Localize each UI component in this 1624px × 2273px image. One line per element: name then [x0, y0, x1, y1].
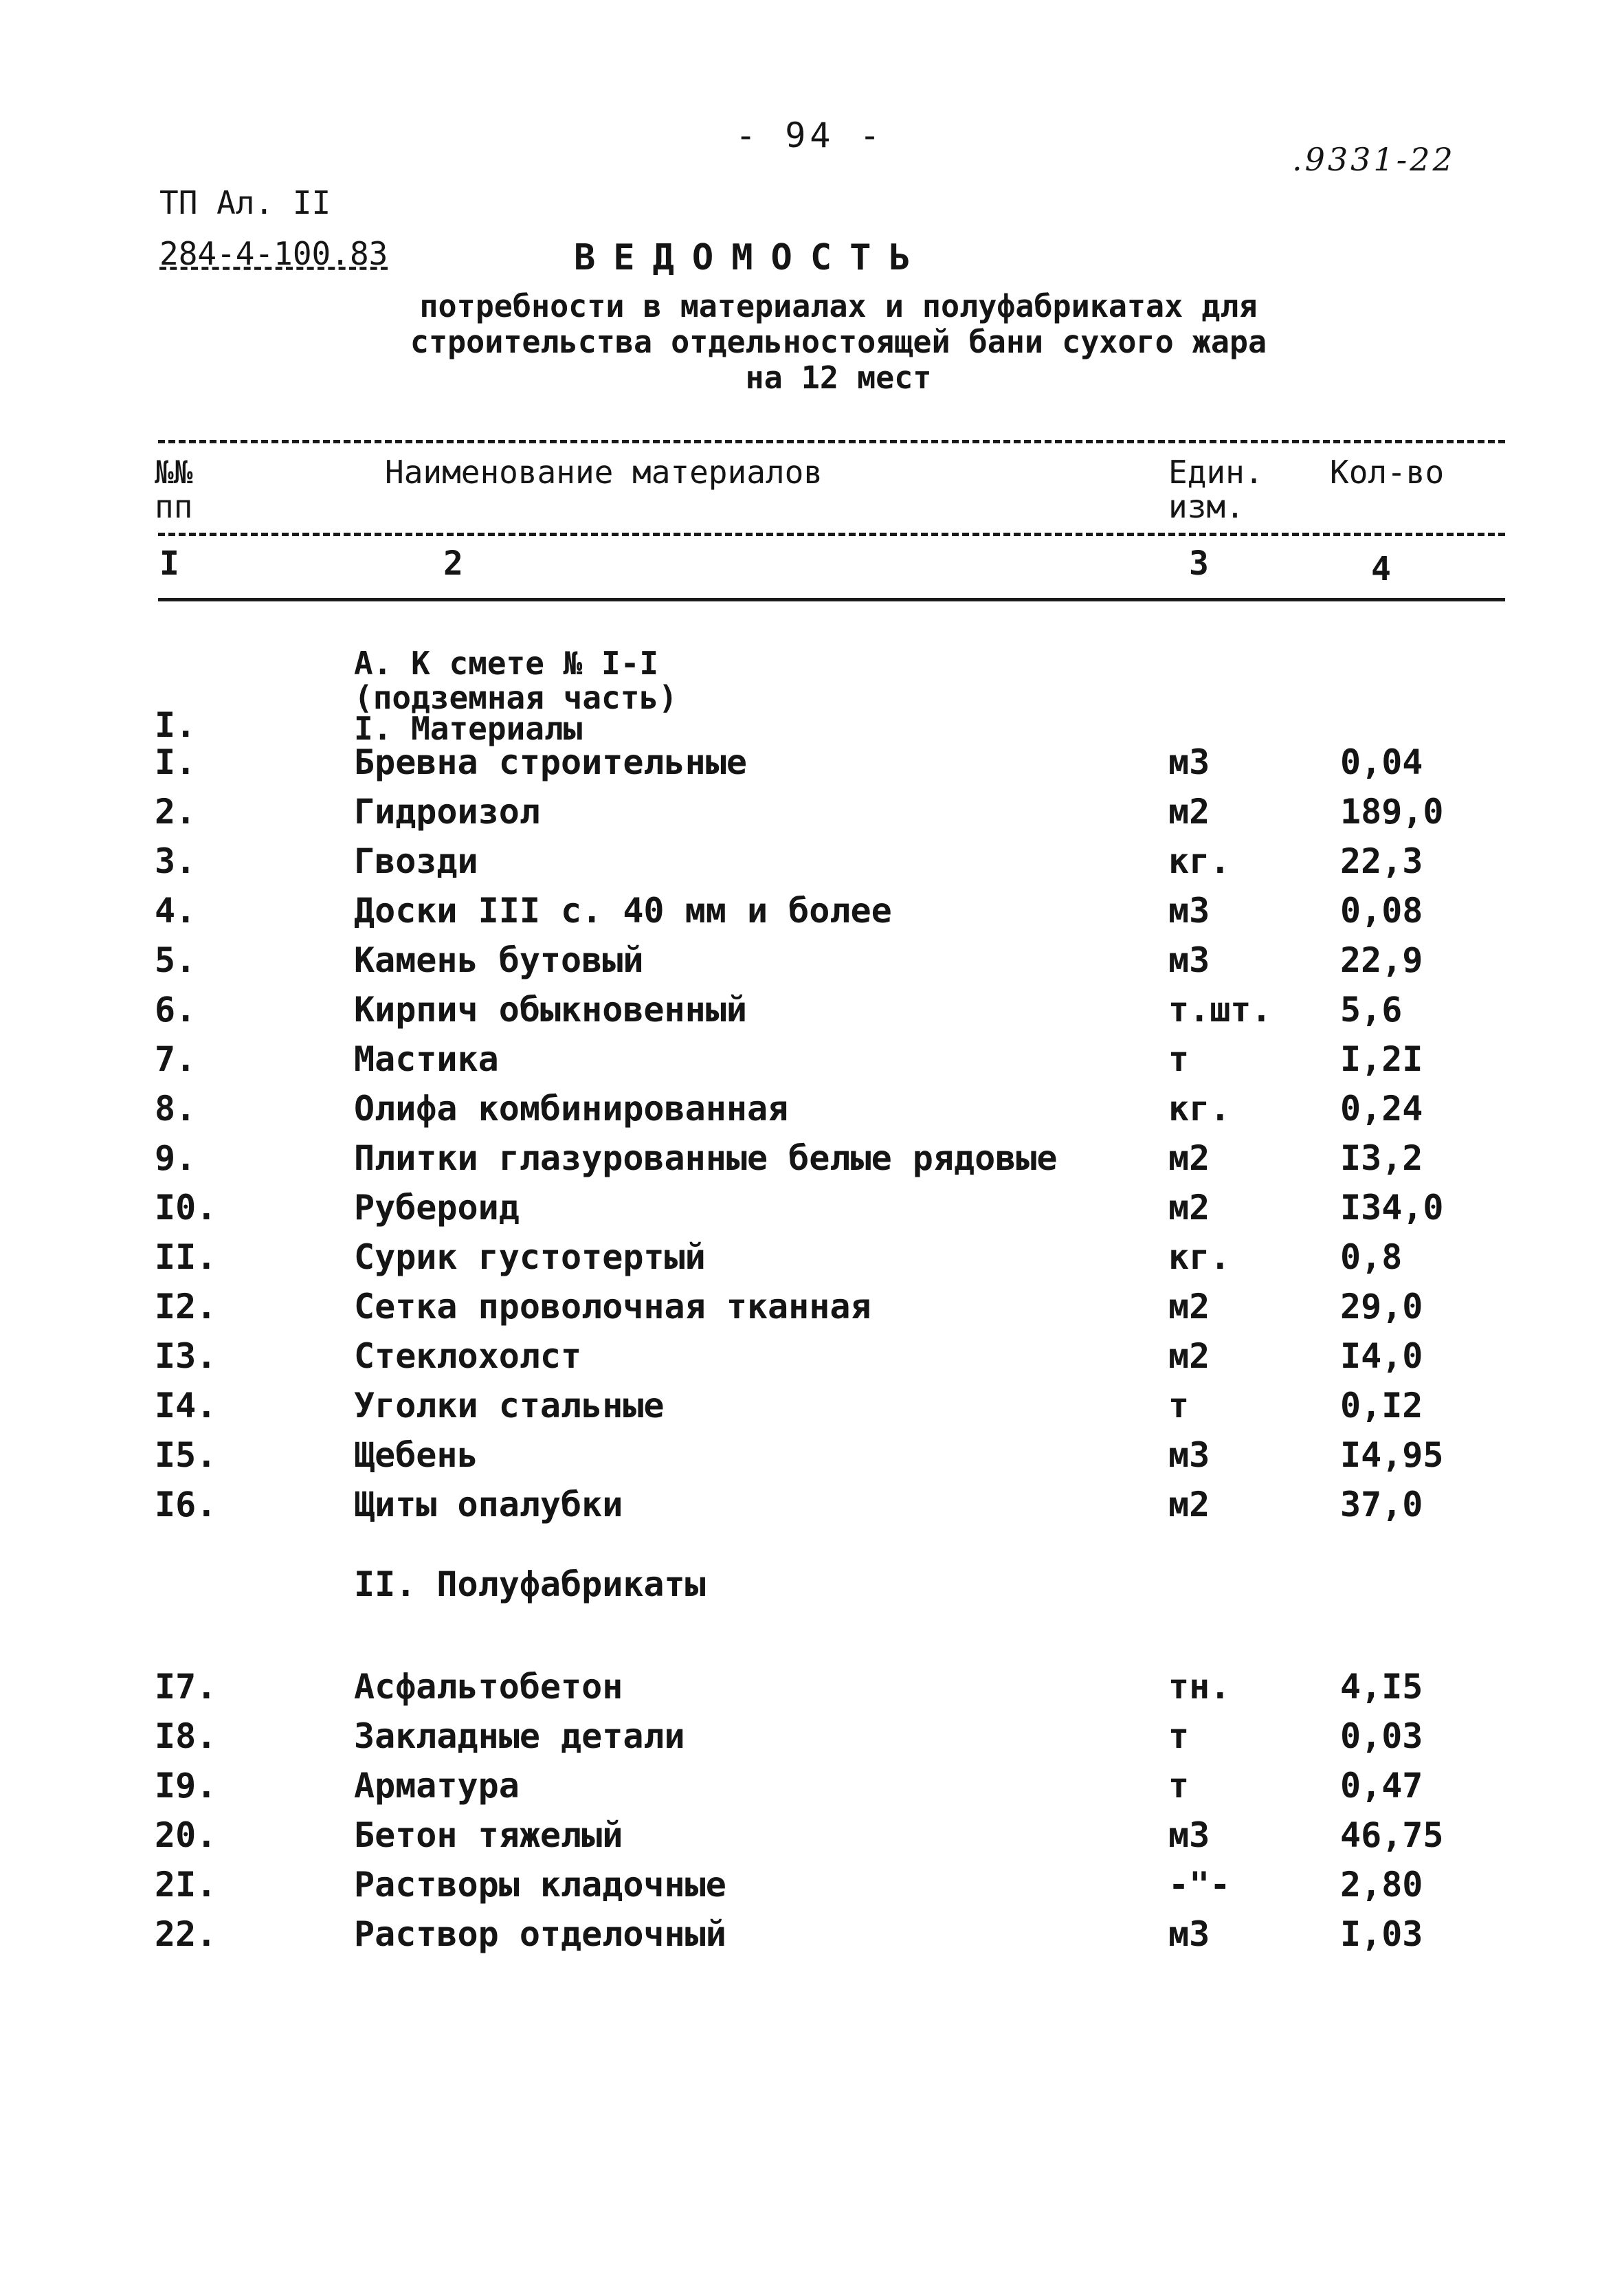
- section-a-line-3: I. Материалы: [354, 710, 583, 747]
- page-number: - 94 -: [735, 115, 885, 155]
- row-num: I5.: [155, 1435, 217, 1475]
- row-name: Гвозди: [354, 841, 478, 881]
- row-qty: 22,9: [1340, 940, 1423, 980]
- row-qty: 0,08: [1340, 891, 1423, 931]
- row-num: I9.: [155, 1766, 217, 1806]
- row-unit: м3: [1168, 940, 1210, 980]
- row-num: 6.: [155, 990, 197, 1030]
- row-unit: кг.: [1168, 841, 1231, 881]
- table-row: [0, 1039, 1624, 1089]
- row-name: Арматура: [354, 1766, 520, 1806]
- table-row: [0, 1485, 1624, 1534]
- row-qty: I,2I: [1340, 1039, 1423, 1079]
- row-name: Доски III с. 40 мм и более: [354, 891, 892, 931]
- row-unit: м2: [1168, 1485, 1210, 1524]
- row-qty: I4,95: [1340, 1435, 1444, 1475]
- row-num: II.: [155, 1237, 217, 1277]
- row-unit: м2: [1168, 1336, 1210, 1376]
- row-qty: 5,6: [1340, 990, 1403, 1030]
- section-b-title: II. Полуфабрикаты: [354, 1564, 706, 1604]
- row-unit: т: [1168, 1386, 1190, 1426]
- header-mid-rule: [158, 533, 1505, 536]
- row-num: I.: [155, 742, 197, 782]
- section-a-line-1: А. К смете № I-I: [354, 645, 659, 682]
- row-num: I3.: [155, 1336, 217, 1376]
- row-name: Рубероид: [354, 1188, 520, 1228]
- row-num: 8.: [155, 1089, 197, 1129]
- row-name: Кирпич обыкновенный: [354, 990, 747, 1030]
- document-subtitle: потребности в материалах и полуфабрикатах для строительства отдельностоящей бани сухого жара на 12 мест: [410, 288, 1267, 396]
- row-num: I4.: [155, 1386, 217, 1426]
- col-number-1: I: [159, 544, 179, 583]
- row-name: Мастика: [354, 1039, 499, 1079]
- row-unit: м2: [1168, 1287, 1210, 1327]
- row-qty: 22,3: [1340, 841, 1423, 881]
- row-unit: м3: [1168, 1914, 1210, 1954]
- row-name: Сурик густотертый: [354, 1237, 706, 1277]
- row-qty: 0,03: [1340, 1716, 1423, 1756]
- table-row: [0, 1336, 1624, 1386]
- row-num: 2.: [155, 792, 197, 832]
- row-unit: кг.: [1168, 1089, 1231, 1129]
- row-num: 20.: [155, 1815, 217, 1855]
- row-name: Бетон тяжелый: [354, 1815, 623, 1855]
- table-row: [0, 1766, 1624, 1815]
- row-qty: 2,80: [1340, 1865, 1423, 1905]
- row-unit: тн.: [1168, 1667, 1231, 1707]
- row-name: Сетка проволочная тканная: [354, 1287, 871, 1327]
- table-row: [0, 1386, 1624, 1435]
- row-num: I0.: [155, 1188, 217, 1228]
- row-num: I7.: [155, 1667, 217, 1707]
- row-unit: т: [1168, 1716, 1190, 1756]
- row-unit: м3: [1168, 1435, 1210, 1475]
- table-row: [0, 1138, 1624, 1188]
- table-row: [0, 940, 1624, 990]
- row-num: 5.: [155, 940, 197, 980]
- header-top-rule: [158, 440, 1505, 443]
- header-bottom-rule: [158, 598, 1505, 601]
- tp-line-2: 284-4-100.83: [159, 235, 388, 272]
- table-row: [0, 841, 1624, 891]
- table-row: [0, 1089, 1624, 1138]
- table-row: [0, 1188, 1624, 1237]
- row-name: Растворы кладочные: [354, 1865, 726, 1905]
- row-qty: 46,75: [1340, 1815, 1444, 1855]
- row-name: Закладные детали: [354, 1716, 685, 1756]
- table-row: [0, 1914, 1624, 1964]
- row-name: Асфальтобетон: [354, 1667, 623, 1707]
- row-unit: м3: [1168, 891, 1210, 931]
- row-name: Щиты опалубки: [354, 1485, 623, 1524]
- col-number-3: 3: [1189, 544, 1209, 583]
- table-row: [0, 1815, 1624, 1865]
- row-unit: м3: [1168, 742, 1210, 782]
- row-unit: -"-: [1168, 1865, 1231, 1905]
- row-name: Уголки стальные: [354, 1386, 665, 1426]
- row-name: Стеклохолст: [354, 1336, 582, 1376]
- row-qty: 37,0: [1340, 1485, 1423, 1524]
- table-row: [0, 1435, 1624, 1485]
- table-row: [0, 891, 1624, 940]
- row-num: 7.: [155, 1039, 197, 1079]
- table-row: [0, 1237, 1624, 1287]
- row-name: Бревна строительные: [354, 742, 747, 782]
- row-qty: 189,0: [1340, 792, 1444, 832]
- row-name: Щебень: [354, 1435, 478, 1475]
- row-name: Плитки глазурованные белые рядовые: [354, 1138, 1058, 1178]
- section-a-num: I.: [155, 705, 197, 745]
- row-name: Олифа комбинированная: [354, 1089, 789, 1129]
- tp-line-1: ТП Ал. II: [159, 184, 331, 221]
- row-unit: м2: [1168, 1138, 1210, 1178]
- row-unit: м2: [1168, 792, 1210, 832]
- table-row: [0, 1667, 1624, 1716]
- row-unit: т: [1168, 1766, 1190, 1806]
- row-unit: кг.: [1168, 1237, 1231, 1277]
- row-qty: 0,47: [1340, 1766, 1423, 1806]
- header-qty: Кол-во: [1330, 454, 1445, 491]
- header-unit: Един. изм.: [1168, 454, 1264, 525]
- row-unit: м3: [1168, 1815, 1210, 1855]
- table-row: [0, 1287, 1624, 1336]
- row-qty: 0,04: [1340, 742, 1423, 782]
- row-num: 4.: [155, 891, 197, 931]
- header-num: №№ пп: [155, 454, 193, 525]
- document-title: ВЕДОМОСТЬ: [574, 237, 928, 278]
- row-qty: 4,I5: [1340, 1667, 1423, 1707]
- header-name: Наименование материалов: [385, 454, 823, 491]
- row-num: 2I.: [155, 1865, 217, 1905]
- row-unit: т.шт.: [1168, 990, 1272, 1030]
- section-a-line-2: (подземная часть): [354, 679, 678, 716]
- row-qty: 0,24: [1340, 1089, 1423, 1129]
- table-row: [0, 742, 1624, 792]
- row-qty: I34,0: [1340, 1188, 1444, 1228]
- row-qty: I4,0: [1340, 1336, 1423, 1376]
- row-name: Гидроизол: [354, 792, 540, 832]
- col-number-2: 2: [443, 544, 463, 583]
- row-num: I8.: [155, 1716, 217, 1756]
- row-unit: т: [1168, 1039, 1190, 1079]
- row-qty: 0,I2: [1340, 1386, 1423, 1426]
- row-qty: 29,0: [1340, 1287, 1423, 1327]
- row-qty: 0,8: [1340, 1237, 1403, 1277]
- col-number-4: 4: [1371, 550, 1391, 588]
- table-row: [0, 1716, 1624, 1766]
- row-num: I6.: [155, 1485, 217, 1524]
- row-num: I2.: [155, 1287, 217, 1327]
- table-row: [0, 792, 1624, 841]
- row-qty: I3,2: [1340, 1138, 1423, 1178]
- table-row: [0, 1865, 1624, 1914]
- row-num: 9.: [155, 1138, 197, 1178]
- row-name: Раствор отделочный: [354, 1914, 726, 1954]
- table-row: [0, 990, 1624, 1039]
- row-unit: м2: [1168, 1188, 1210, 1228]
- row-qty: I,03: [1340, 1914, 1423, 1954]
- corner-code: .9331-22: [1292, 141, 1456, 178]
- row-num: 22.: [155, 1914, 217, 1954]
- row-name: Камень бутовый: [354, 940, 644, 980]
- row-num: 3.: [155, 841, 197, 881]
